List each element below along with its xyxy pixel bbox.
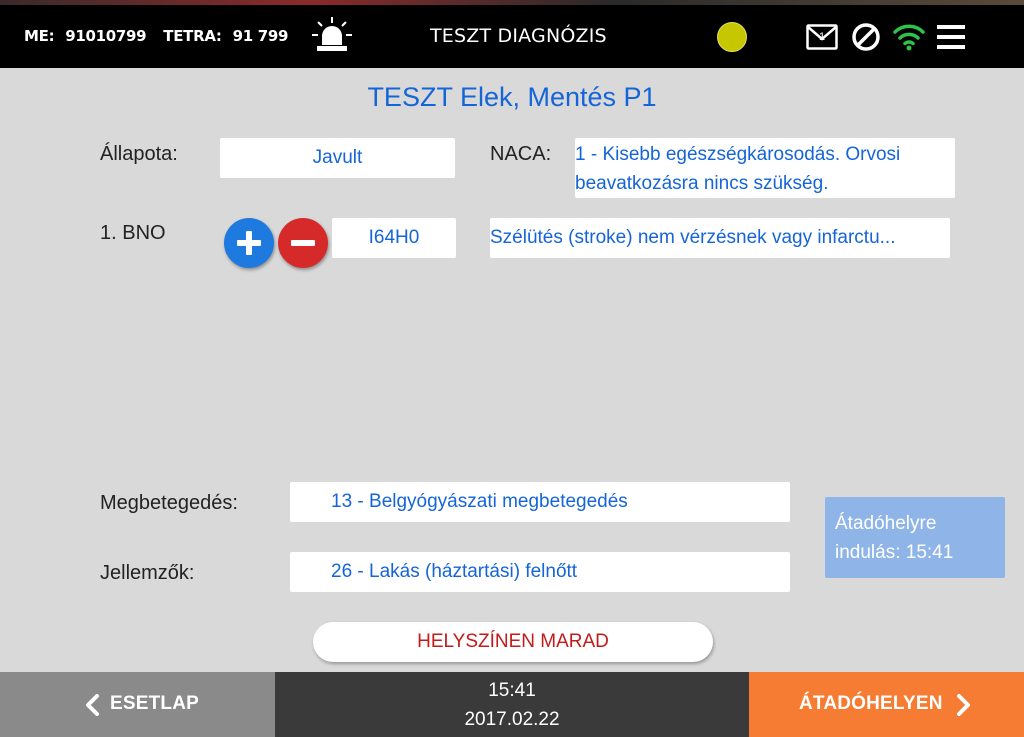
tetra-label: TETRA: — [163, 27, 222, 45]
naca-label: NACA: — [490, 143, 552, 165]
patient-name: TESZT Elek, Mentés P1 — [367, 82, 657, 112]
naca-line-1: 1 - Kisebb egészségkárosodás. Orvosi — [575, 144, 901, 165]
current-time: 15:41 — [488, 680, 536, 701]
wifi-icon[interactable] — [893, 20, 925, 52]
handover-line-1: Átadóhelyre — [835, 513, 937, 534]
siren-icon[interactable] — [310, 15, 354, 55]
back-button-label: ESETLAP — [110, 693, 200, 714]
handover-line-2: indulás: 15:41 — [835, 542, 954, 563]
next-button[interactable] — [749, 672, 1024, 737]
screen-title: TESZT DIAGNÓZIS — [430, 25, 607, 47]
naca-field[interactable] — [575, 138, 955, 198]
naca-line-2: beavatkozásra nincs szükség. — [575, 173, 829, 194]
me-value: 91010799 — [65, 27, 147, 45]
current-date: 2017.02.22 — [464, 709, 560, 730]
status-indicator[interactable] — [717, 22, 747, 52]
handover-departure-info[interactable] — [825, 497, 1005, 578]
unit-ids — [24, 27, 294, 45]
back-button[interactable] — [0, 672, 275, 737]
chevron-right-icon — [956, 694, 972, 716]
mail-icon[interactable] — [806, 24, 838, 50]
minus-icon — [291, 240, 315, 246]
chevron-left-icon — [84, 694, 100, 716]
me-label: ME: — [24, 27, 55, 45]
remove-bno-button[interactable] — [278, 218, 328, 268]
header-bar — [0, 5, 1024, 68]
bno-label: 1. BNO — [100, 222, 166, 244]
menu-icon[interactable] — [936, 22, 966, 52]
block-icon[interactable] — [851, 22, 881, 52]
bno-code-field[interactable]: I64H0 — [332, 218, 456, 258]
clock-display — [275, 672, 749, 737]
allapota-field[interactable]: Javult — [220, 138, 455, 178]
megbetegedes-field[interactable]: 13 - Belgyógyászati megbetegedés — [290, 482, 790, 522]
next-button-label: ÁTADÓHELYEN — [799, 693, 943, 714]
mail-count: 1 — [818, 31, 826, 43]
bno-description-field[interactable]: Szélütés (stroke) nem vérzésnek vagy infarctu... — [490, 218, 950, 258]
stay-on-scene-button[interactable]: HELYSZÍNEN MARAD — [313, 622, 713, 662]
megbetegedes-label: Megbetegedés: — [100, 492, 238, 514]
footer-bar — [0, 672, 1024, 737]
jellemzok-field[interactable]: 26 - Lakás (háztartási) felnőtt — [290, 552, 790, 592]
add-bno-button[interactable] — [224, 218, 274, 268]
allapota-label: Állapota: — [100, 143, 178, 165]
jellemzok-label: Jellemzők: — [100, 562, 195, 584]
tetra-value: 91 799 — [232, 27, 289, 45]
